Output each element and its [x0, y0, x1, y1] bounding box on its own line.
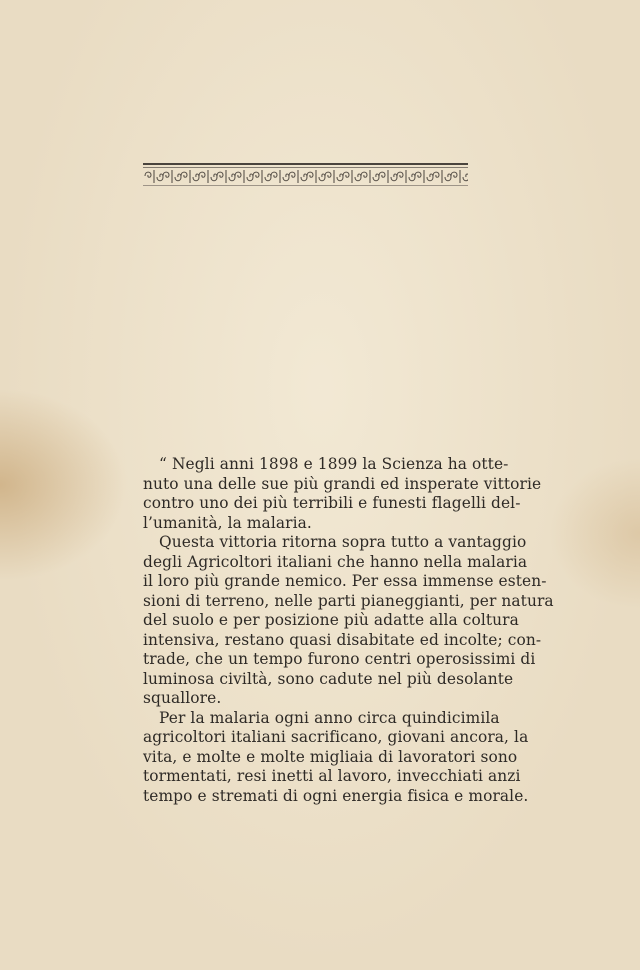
ornamental-border-icon: [143, 163, 468, 189]
text-line: Questa vittoria ritorna sopra tutto a vantaggio: [159, 533, 527, 551]
ornament-scroll: [361, 170, 379, 183]
text-line: squallore.: [143, 689, 222, 707]
ornament-scroll: [181, 170, 199, 183]
ornament-scroll: [343, 170, 361, 183]
ornament-scroll: [163, 170, 181, 183]
body-text: [143, 455, 554, 806]
text-line: “ Negli anni 1898 e 1899 la Scienza ha otte-: [159, 455, 509, 473]
text-line: degli Agricoltori italiani che hanno nella malaria: [143, 552, 528, 571]
text-line: agricoltori italiani sacrificano, giovani ancora, la: [143, 728, 529, 746]
text-line: tempo e stremati di ogni energia fisica e morale.: [143, 786, 529, 805]
ornament-scroll: [289, 170, 307, 183]
text-line: l’umanità, la malaria.: [143, 513, 312, 532]
text-line: contro uno dei più terribili e funesti flagelli del-: [143, 494, 521, 512]
text-line: Per la malaria ogni anno circa quindicimila: [159, 708, 500, 727]
ornament-scroll: [325, 170, 343, 183]
paragraph-2: [143, 533, 554, 709]
ornament-scroll: [199, 170, 217, 183]
ornament-scroll: [235, 170, 253, 183]
text-line: tormentati, resi inetti al lavoro, invecchiati anzi: [143, 767, 521, 785]
ornament-scroll: [451, 170, 468, 183]
text-line: luminosa civiltà, sono cadute nel più desolante: [143, 669, 514, 688]
ornament-scroll: [415, 170, 433, 183]
ornament-scroll: [253, 170, 271, 183]
text-line: vita, e molte e molte migliaia di lavoratori sono: [143, 747, 518, 766]
text-line: trade, che un tempo furono centri operosissimi di: [143, 650, 536, 668]
text-line: nuto una delle sue più grandi ed insperate vittorie: [143, 474, 542, 493]
ornament-scroll: [379, 170, 397, 183]
paragraph-3: [143, 708, 529, 807]
text-line: del suolo e per posizione più adatte alla coltura: [143, 611, 519, 629]
ornament-scroll: [397, 170, 415, 183]
ornament-scroll: [307, 170, 325, 183]
ornament-scroll: [271, 170, 289, 183]
ornament-scroll: [145, 170, 163, 183]
ornament-scroll: [433, 170, 451, 183]
text-line: sioni di terreno, nelle parti pianeggianti, per natura: [143, 591, 554, 610]
text-line: intensiva, restano quasi disabitate ed incolte; con-: [143, 630, 542, 649]
ornament-scroll: [217, 170, 235, 183]
paragraph-1: [143, 455, 542, 533]
text-line: il loro più grande nemico. Per essa immense esten-: [143, 572, 547, 590]
